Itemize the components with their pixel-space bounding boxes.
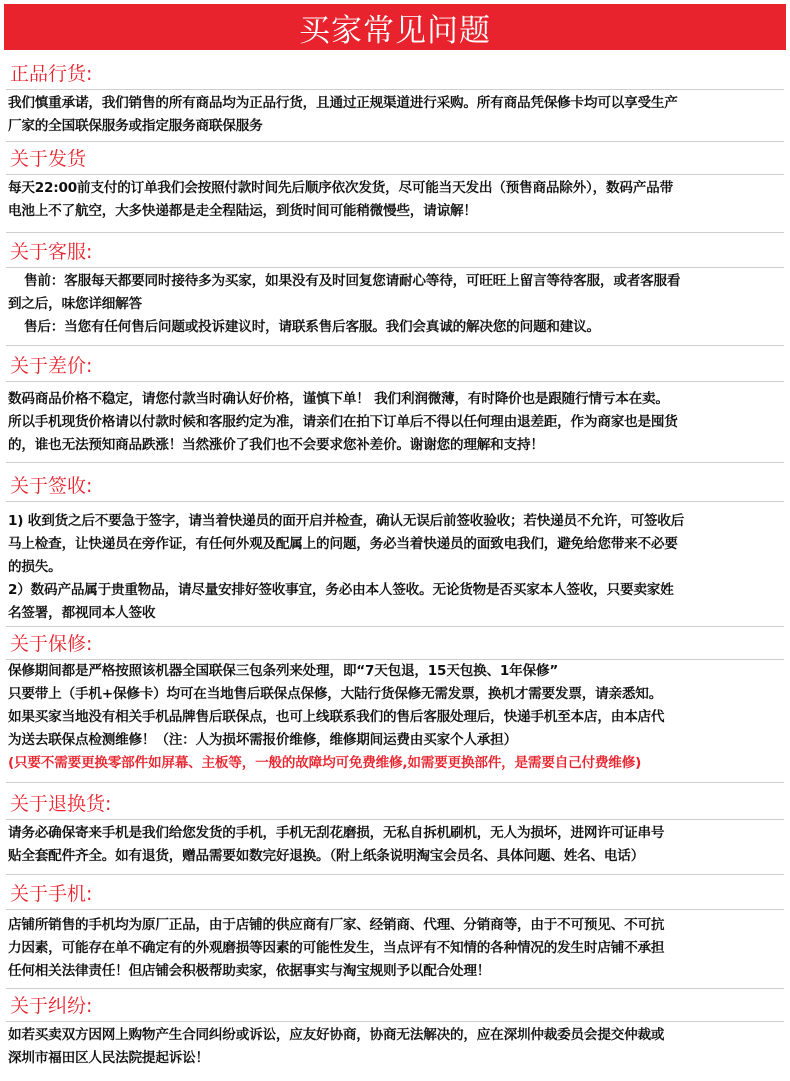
body-line: 店铺所销售的手机均为原厂正品，由于店铺的供应商有厂家、经销商、代理、分销商等，由于不可预见、不可抗 bbox=[8, 917, 665, 933]
heading-rule bbox=[6, 174, 784, 175]
body-line: 每天22:00前支付的订单我们会按照付款时间先后顺序依次发货，尽可能当天发出（预售商品除外），数码产品带 bbox=[8, 180, 673, 196]
body-line: 售后：当您有任何售后问题或投诉建议时，请联系售后客服。我们会真诚的解决您的问题和建议。 bbox=[24, 319, 600, 335]
body-line: 只要带上（手机+保修卡）均可在当地售后联保点保修，大陆行货保修无需发票，换机才需要发票，请亲悉知。 bbox=[8, 686, 663, 702]
body-line: 保修期间都是严格按照该机器全国联保三包条列来处理，即“7天包退，15天包换、1年保修” bbox=[8, 663, 559, 679]
heading-rule bbox=[6, 819, 784, 820]
section-body bbox=[6, 270, 784, 339]
section-divider bbox=[6, 626, 784, 627]
section-divider bbox=[6, 232, 784, 233]
body-line: 为送去联保点检测维修！（注：人为损坏需报价维修，维修期间运费由买家个人承担） bbox=[8, 732, 517, 748]
body-line: 深圳市福田区人民法院提起诉讼！ bbox=[8, 1050, 209, 1066]
body-line: 数码商品价格不稳定，请您付款当时确认好价格，谨慎下单！ 我们利润微薄，有时降价也是跟随行情亏本在卖。 bbox=[8, 391, 669, 407]
section-phones bbox=[6, 882, 784, 983]
section-body bbox=[6, 510, 784, 625]
section-body bbox=[6, 914, 784, 983]
section-heading: 关于手机: bbox=[10, 883, 93, 905]
section-divider bbox=[6, 141, 784, 142]
section-shipping bbox=[6, 147, 784, 223]
body-line: 任何相关法律责任！但店铺会积极帮助卖家，依据事实与淘宝规则予以配合处理！ bbox=[8, 963, 491, 979]
section-body bbox=[6, 822, 784, 868]
body-line: 我们慎重承诺，我们销售的所有商品均为正品行货，且通过正规渠道进行采购。所有商品凭保修卡均可以享受生产 bbox=[8, 95, 678, 111]
body-line-highlight: (只要不需要更换零部件如屏幕、主板等，一般的故障均可免费维修,如需要更换部件，是需要自己付费维修) bbox=[8, 755, 642, 771]
section-heading: 关于退换货: bbox=[10, 793, 112, 815]
section-heading: 关于签收: bbox=[10, 475, 93, 497]
section-heading: 关于发货 bbox=[10, 148, 87, 170]
heading-rule bbox=[6, 501, 784, 502]
section-body bbox=[6, 388, 784, 457]
body-line: 1) 收到货之后不要急于签字，请当着快递员的面开启并检查，确认无误后前签收验收；若快递员不允许，可签收后 bbox=[8, 513, 685, 529]
body-line: 售前：客服每天都要同时接待多为买家，如果没有及时回复您请耐心等待，可旺旺上留言等待客服，或者客服看 bbox=[24, 273, 681, 289]
section-divider bbox=[6, 874, 784, 875]
section-divider bbox=[6, 462, 784, 463]
heading-rule bbox=[6, 1021, 784, 1022]
page-title-banner bbox=[4, 4, 786, 50]
section-heading: 正品行货: bbox=[10, 63, 93, 85]
section-customer-service bbox=[6, 240, 784, 339]
heading-rule bbox=[6, 89, 784, 90]
body-line: 贴全套配件齐全。如有退货，赠品需要如数完好退换。（附上纸条说明淘宝会员名、具体问题、姓名、电话） bbox=[8, 848, 645, 864]
body-line: 名签署，都视同本人签收 bbox=[8, 605, 156, 621]
body-line: 力因素，可能存在单不确定有的外观磨损等因素的可能性发生，当点评有不知情的各种情况的发生时店铺不承担 bbox=[8, 940, 665, 956]
section-divider bbox=[6, 345, 784, 346]
body-line: 如若买卖双方因网上购物产生合同纠纷或诉讼，应友好协商，协商无法解决的，应在深圳仲裁委员会提交仲裁或 bbox=[8, 1027, 665, 1043]
section-receipt bbox=[6, 474, 784, 625]
body-line: 电池上不了航空，大多快递都是走全程陆运，到货时间可能稍微慢些，请谅解！ bbox=[8, 203, 477, 219]
section-body bbox=[6, 177, 784, 223]
heading-rule bbox=[6, 381, 784, 382]
section-body bbox=[6, 92, 784, 138]
section-returns bbox=[6, 792, 784, 868]
section-heading: 关于纠纷: bbox=[10, 995, 93, 1017]
section-price-difference bbox=[6, 354, 784, 457]
body-line: 马上检查，让快递员在旁作证，有任何外观及配属上的问题，务必当着快递员的面致电我们，避免给您带来不必要 bbox=[8, 536, 678, 552]
section-heading: 关于客服: bbox=[10, 241, 93, 263]
body-line: 所以手机现货价格请以付款时候和客服约定为准，请亲们在拍下订单后不得以任何理由退差距，作为商家也是囤货 bbox=[8, 414, 678, 430]
section-body bbox=[6, 1024, 784, 1070]
section-body bbox=[6, 660, 784, 775]
section-divider bbox=[6, 988, 784, 989]
section-warranty bbox=[6, 632, 784, 775]
body-line: 的，谁也无法预知商品跌涨！当然涨价了我们也不会要求您补差价。谢谢您的理解和支持！ bbox=[8, 437, 544, 453]
page-title: 买家常见问题 bbox=[299, 12, 491, 49]
heading-rule bbox=[6, 909, 784, 910]
section-divider bbox=[6, 782, 784, 783]
section-disputes bbox=[6, 994, 784, 1070]
body-line: 如果买家当地没有相关手机品牌售后联保点，也可上线联系我们的售后客服处理后，快递手机至本店，由本店代 bbox=[8, 709, 665, 725]
body-line: 到之后，味您详细解答 bbox=[8, 296, 142, 312]
section-heading: 关于保修: bbox=[10, 633, 93, 655]
heading-rule bbox=[6, 267, 784, 268]
body-line: 2）数码产品属于贵重物品，请尽量安排好签收事宜，务必由本人签收。无论货物是否买家本人签收，只要卖家姓 bbox=[8, 582, 674, 598]
body-line: 的损失。 bbox=[8, 559, 62, 575]
body-line: 厂家的全国联保服务或指定服务商联保服务 bbox=[8, 118, 263, 134]
section-heading: 关于差价: bbox=[10, 355, 93, 377]
body-line: 请务必确保寄来手机是我们给您发货的手机，手机无刮花磨损，无私自拆机刷机，无人为损坏，进网许可证串号 bbox=[8, 825, 665, 841]
section-genuine-products bbox=[6, 62, 784, 138]
